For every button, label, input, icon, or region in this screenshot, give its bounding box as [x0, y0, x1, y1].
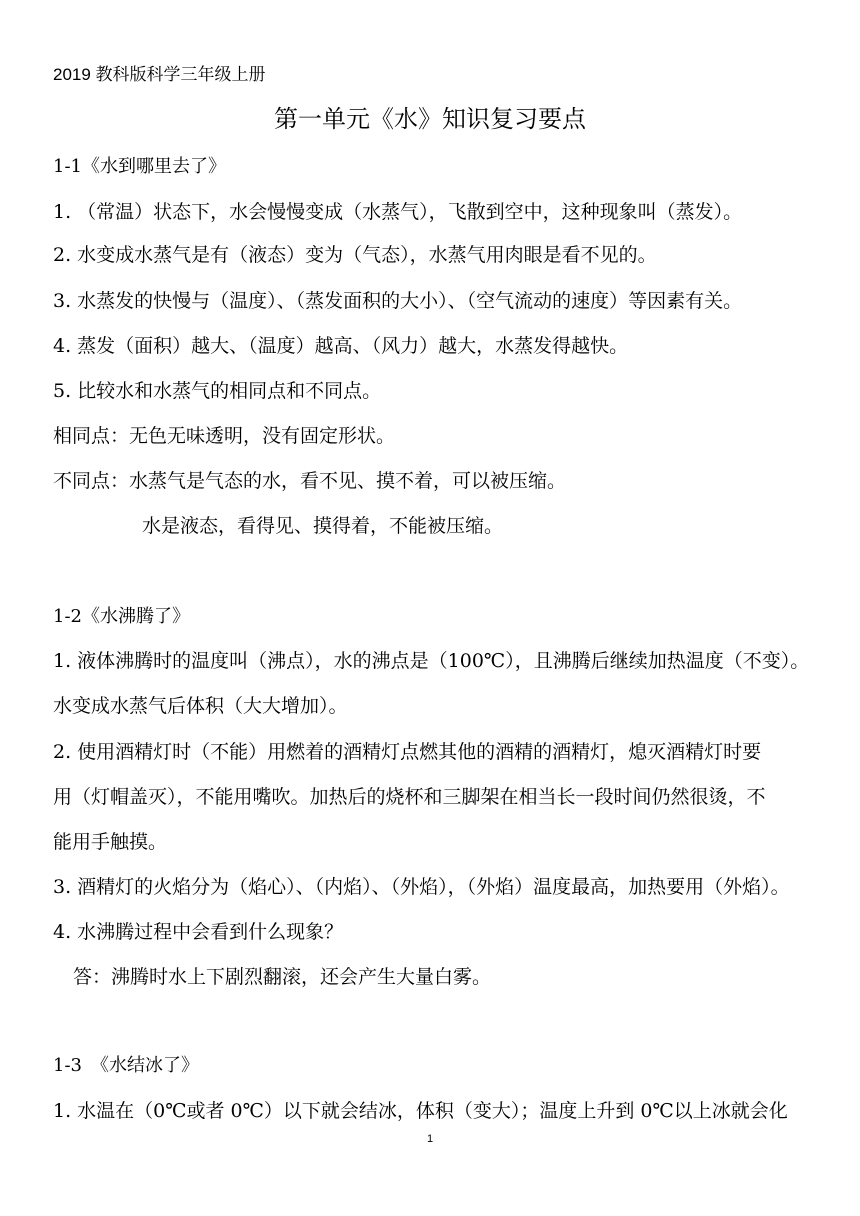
- paragraph-line: 答：沸腾时水上下剧烈翻滚，还会产生大量白雾。: [73, 966, 492, 988]
- paragraph-line: 4. 水沸腾过程中会看到什么现象？: [53, 921, 344, 943]
- document-header: 2019 教科版科学三年级上册: [53, 65, 266, 84]
- section-heading-1-1: 1-1《水到哪里去了》: [53, 156, 226, 177]
- paragraph-line: 2. 使用酒精灯时（不能）用燃着的酒精灯点燃其他的酒精的酒精灯，熄灭酒精灯时要: [53, 741, 762, 763]
- paragraph-line: 3. 酒精灯的火焰分为（焰心）、（内焰）、（外焰），（外焰）温度最高，加热要用（外焰）。: [53, 876, 790, 898]
- section-heading-1-2: 1-2《水沸腾了》: [53, 606, 190, 627]
- paragraph-line: 4. 蒸发（面积）越大、（温度）越高、（风力）越大，水蒸发得越快。: [53, 335, 629, 357]
- section-heading-1-3: 1-3 《水结冰了》: [53, 1055, 199, 1076]
- paragraph-line: 水变成水蒸气后体积（大大增加）。: [53, 695, 348, 717]
- paragraph-line: 不同点：水蒸气是气态的水，看不见、摸不着，可以被压缩。: [53, 470, 567, 492]
- paragraph-line: 用（灯帽盖灭），不能用嘴吹。加热后的烧杯和三脚架在相当长一段时间仍然很烫，不: [53, 786, 766, 808]
- paragraph-line: 1. 水温在（0℃或者 0℃）以下就会结冰，体积（变大）；温度上升到 0℃以上冰就会化: [53, 1100, 788, 1122]
- page-number: 1: [426, 1133, 434, 1145]
- paragraph-line: 5. 比较水和水蒸气的相同点和不同点。: [53, 380, 382, 402]
- paragraph-line: 3. 水蒸发的快慢与（温度）、（蒸发面积的大小）、（空气流动的速度）等因素有关。: [53, 290, 743, 312]
- paragraph-line: 1. （常温）状态下，水会慢慢变成（水蒸气），飞散到空中，这种现象叫（蒸发）。: [53, 201, 743, 223]
- paragraph-line: 1. 液体沸腾时的温度叫（沸点），水的沸点是（100℃），且沸腾后继续加热温度（不变）。: [53, 650, 810, 672]
- paragraph-line: 2. 水变成水蒸气是有（液态）变为（气态），水蒸气用肉眼是看不见的。: [53, 244, 657, 266]
- paragraph-line: 能用手触摸。: [53, 831, 168, 853]
- document-title: 第一单元《水》知识复习要点: [274, 105, 586, 133]
- paragraph-line: 水是液态，看得见、摸得着，不能被压缩。: [142, 515, 504, 537]
- paragraph-line: 相同点：无色无味透明，没有固定形状。: [53, 425, 396, 447]
